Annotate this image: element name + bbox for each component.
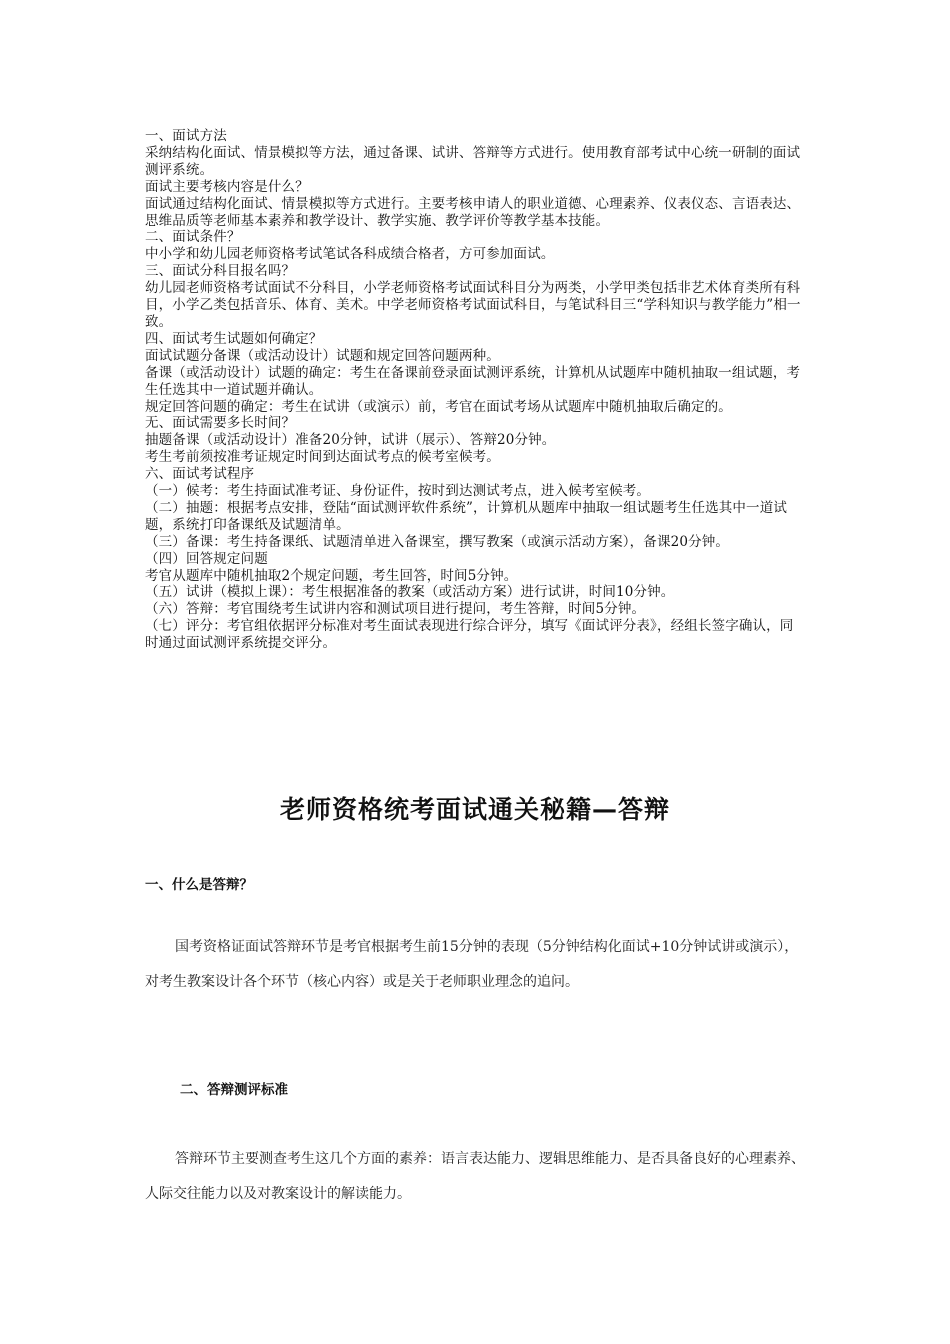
text-line: （六）答辩：考官围绕考生试讲内容和测试项目进行提问，考生答辩，时间5分钟。 bbox=[145, 601, 646, 618]
text-line: 面试通过结构化面试、情景模拟等方式进行。主要考核申请人的职业道德、心理素养、仪表仪态、言语表达、思维品质等老师基本素养和教学设计、教学实施、教学评价等教学基本技能。 bbox=[145, 195, 801, 229]
text-line: （五）试讲（模拟上课）：考生根据准备的教案（或活动方案）进行试讲，时间10分钟。 bbox=[145, 584, 675, 601]
section-heading-what-is-defense: 一、什么是答辩？ bbox=[145, 877, 253, 893]
section-heading-evaluation-criteria: 二、答辩测评标准 bbox=[180, 1082, 288, 1098]
text-line: （四）回答规定问题 bbox=[145, 550, 268, 567]
document-title: 老师资格统考面试通关秘籍—答辩 bbox=[279, 795, 670, 824]
text-line: （一）候考：考生持面试准考证、身份证件，按时到达测试考点，进入候考室候考。 bbox=[145, 483, 651, 500]
text-line: 考生考前须按准考证规定时间到达面试考点的候考室候考。 bbox=[145, 449, 500, 466]
text-line: 六、面试考试程序 bbox=[145, 466, 255, 483]
text-line: 无、面试需要多长时间？ bbox=[145, 415, 296, 432]
text-line: （三）备课：考生持备课纸、试题清单进入备课室，撰写教案（或演示活动方案），备课20分钟。 bbox=[145, 533, 730, 550]
text-line: 四、面试考生试题如何确定？ bbox=[145, 330, 323, 347]
section-paragraph-what-is-defense: 国考资格证面试答辩环节是考官根据考生前15分钟的表现（5分钟结构化面试+10分钟试讲或演示），对考生教案设计各个环节（核心内容）或是关于老师职业理念的追问。 bbox=[145, 939, 799, 990]
text-line: 考官从题库中随机抽取2个规定问题，考生回答，时间5分钟。 bbox=[145, 567, 518, 584]
text-line: 面试试题分备课（或活动设计）试题和规定回答问题两种。 bbox=[145, 347, 500, 364]
text-line: 备课（或活动设计）试题的确定：考生在备课前登录面试测评系统，计算机从试题库中随机抽取一组试题，考生任选其中一道试题并确认。 bbox=[145, 364, 801, 398]
text-line: 三、面试分科目报名吗？ bbox=[145, 263, 296, 280]
text-line: 一、面试方法 bbox=[145, 128, 227, 144]
text-line: （二）抽题：根据考点安排，登陆“面试测评软件系统”，计算机从题库中抽取一组试题考生任选其中一道试题，系统打印备课纸及试题清单。 bbox=[145, 499, 788, 533]
text-line: 采纳结构化面试、情景模拟等方法，通过备课、试讲、答辩等方式进行。使用教育部考试中心统一研制的面试测评系统。 bbox=[145, 144, 801, 178]
text-line: 中小学和幼儿园老师资格考试笔试各科成绩合格者，方可参加面试。 bbox=[145, 246, 555, 263]
text-line: （七）评分：考官组依据评分标准对考生面试表现进行综合评分，填写《面试评分表》，经组长签字确认，同时通过面试测评系统提交评分。 bbox=[145, 618, 794, 652]
text-line: 幼儿园老师资格考试面试不分科目，小学老师资格考试面试科目分为两类，小学甲类包括非艺术体育类所有科目，小学乙类包括音乐、体育、美术。中学老师资格考试面试科目，与笔试科目三“学科知识与教学能力”相一致。 bbox=[145, 280, 801, 330]
text-line: 二、面试条件？ bbox=[145, 229, 241, 246]
section-paragraph-evaluation-criteria: 答辩环节主要测查考生这几个方面的素养：语言表达能力、逻辑思维能力、是否具备良好的心理素养、人际交往能力以及对教案设计的解读能力。 bbox=[145, 1151, 805, 1202]
text-line: 抽题备课（或活动设计）准备20分钟，试讲（展示）、答辩20分钟。 bbox=[145, 432, 556, 449]
text-line: 规定回答问题的确定：考生在试讲（或演示）前，考官在面试考场从试题库中随机抽取后确定的。 bbox=[145, 398, 732, 415]
exam-info-section bbox=[145, 128, 805, 652]
text-line: 面试主要考核内容是什么？ bbox=[145, 178, 309, 195]
